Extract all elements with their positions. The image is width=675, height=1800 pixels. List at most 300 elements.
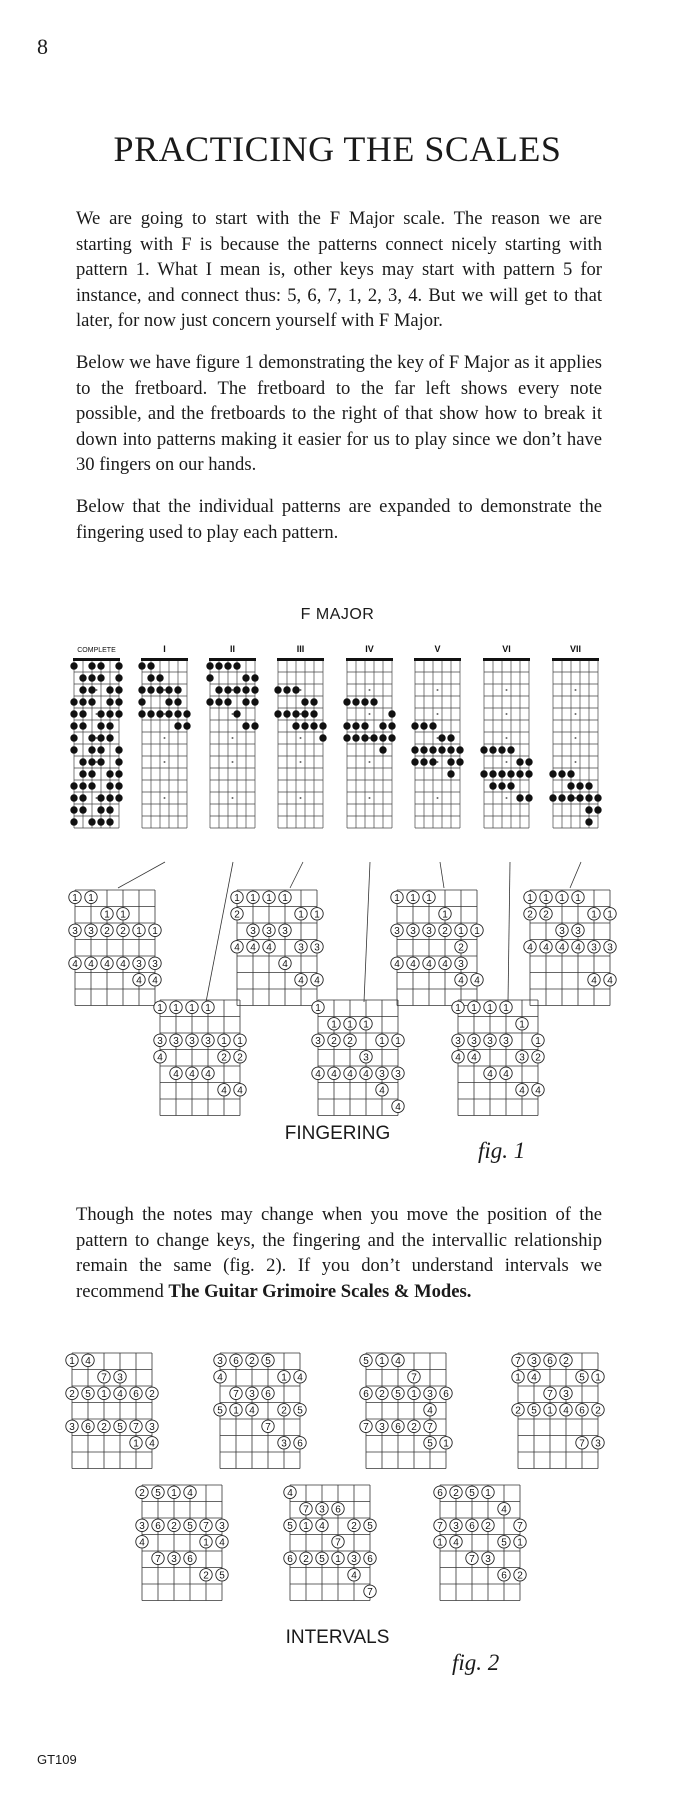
scale-dot [115, 686, 122, 693]
note-label: 1 [335, 1553, 341, 1565]
note-label: 3 [410, 925, 416, 937]
note-label: 5 [427, 1438, 433, 1450]
scale-dot [498, 746, 505, 753]
note-label: 5 [395, 1388, 401, 1400]
scale-dot [106, 770, 113, 777]
note-label: 4 [331, 1068, 337, 1080]
note-label: 2 [281, 1405, 287, 1417]
scale-dot [183, 722, 190, 729]
fret-marker [369, 689, 371, 691]
note-label: 6 [469, 1520, 475, 1532]
scale-dot [138, 698, 145, 705]
note-label: 7 [579, 1438, 585, 1450]
note-label: 5 [367, 1520, 373, 1532]
scale-dot [70, 746, 77, 753]
fingering-pattern-5 [154, 1000, 246, 1116]
scale-dot [292, 722, 299, 729]
note-label: 3 [139, 1520, 145, 1532]
note-label: 3 [455, 1035, 461, 1047]
note-label: 4 [205, 1068, 211, 1080]
interval-pattern-2 [214, 1353, 306, 1469]
note-label: 4 [219, 1537, 225, 1549]
note-label: 4 [217, 1372, 223, 1384]
fret-marker [506, 797, 508, 799]
scale-dot [370, 698, 377, 705]
note-label: 1 [171, 1487, 177, 1499]
note-label: 4 [458, 975, 464, 987]
note-label: 4 [266, 942, 272, 954]
scale-dot [576, 794, 583, 801]
scale-dot [79, 758, 86, 765]
note-label: 3 [379, 1421, 385, 1433]
scale-dot [70, 818, 77, 825]
note-label: 3 [157, 1035, 163, 1047]
note-label: 4 [234, 942, 240, 954]
note-label: 4 [410, 958, 416, 970]
note-label: 3 [266, 925, 272, 937]
scale-dot [115, 674, 122, 681]
fret-marker [575, 797, 577, 799]
note-label: 1 [72, 892, 78, 904]
note-label: 2 [351, 1520, 357, 1532]
scale-dot [447, 734, 454, 741]
connector-line [508, 862, 510, 1002]
note-label: 7 [367, 1586, 373, 1598]
note-label: 3 [559, 925, 565, 937]
scale-dot [447, 770, 454, 777]
note-label: 3 [205, 1035, 211, 1047]
connector-line [206, 862, 233, 1002]
note-label: 3 [595, 1438, 601, 1450]
fretboard-label: VI [502, 644, 511, 654]
note-label: 1 [547, 1405, 553, 1417]
fret-marker [300, 797, 302, 799]
scale-dot [106, 818, 113, 825]
note-label: 1 [233, 1405, 239, 1417]
nut [73, 658, 120, 661]
scale-dot [70, 722, 77, 729]
intervals-paragraph-text: Though the notes may change when you move the position of the pattern to change keys, the fingering and the intervallic relationship remain the same (fig. 2). If you don’t understand intervals we recommend [76, 1204, 602, 1302]
fret-marker [300, 713, 302, 715]
scale-dot [88, 674, 95, 681]
fret-marker [506, 761, 508, 763]
scale-dot [206, 674, 213, 681]
fret-marker [164, 761, 166, 763]
scale-dot [70, 698, 77, 705]
note-label: 2 [203, 1570, 209, 1582]
fret-marker [164, 797, 166, 799]
note-label: 1 [410, 892, 416, 904]
fret-marker [369, 797, 371, 799]
nut [414, 658, 461, 661]
note-label: 1 [443, 1438, 449, 1450]
note-label: 2 [347, 1035, 353, 1047]
fingering-pattern-6 [312, 1000, 404, 1116]
note-label: 3 [315, 1035, 321, 1047]
scale-dot [274, 686, 281, 693]
note-label: 1 [442, 909, 448, 921]
fret-marker [232, 737, 234, 739]
note-label: 4 [543, 942, 549, 954]
note-label: 1 [203, 1537, 209, 1549]
note-label: 2 [527, 909, 533, 921]
note-label: 4 [426, 958, 432, 970]
fret-marker [300, 737, 302, 739]
scale-dot [88, 746, 95, 753]
scale-dot [106, 734, 113, 741]
scale-dot [138, 710, 145, 717]
scale-dot [516, 770, 523, 777]
scale-dot [292, 686, 299, 693]
scale-dot [224, 698, 231, 705]
note-label: 4 [379, 1085, 385, 1097]
note-label: 2 [303, 1553, 309, 1565]
note-label: 5 [363, 1355, 369, 1367]
fretboard-pattern-ii [206, 644, 258, 828]
fretboard-pattern-iii [274, 644, 326, 828]
note-label: 7 [363, 1421, 369, 1433]
connector-line [440, 862, 444, 888]
note-label: 3 [519, 1052, 525, 1064]
note-label: 2 [234, 909, 240, 921]
scale-dot [283, 710, 290, 717]
scale-dot [420, 746, 427, 753]
fret-marker [232, 797, 234, 799]
scale-dot [585, 794, 592, 801]
note-label: 3 [314, 942, 320, 954]
note-label: 1 [234, 892, 240, 904]
note-label: 3 [426, 925, 432, 937]
scale-dot [438, 734, 445, 741]
note-label: 7 [547, 1388, 553, 1400]
note-label: 6 [547, 1355, 553, 1367]
note-label: 4 [363, 1068, 369, 1080]
note-label: 3 [503, 1035, 509, 1047]
note-label: 2 [453, 1487, 459, 1499]
note-label: 1 [559, 892, 565, 904]
figure-1-label: fig. 1 [478, 1138, 526, 1163]
note-label: 4 [314, 975, 320, 987]
scale-dot [97, 722, 104, 729]
note-label: 2 [221, 1052, 227, 1064]
fingering-caption: FINGERING [284, 1123, 391, 1144]
note-label: 1 [395, 1035, 401, 1047]
scale-dot [558, 794, 565, 801]
interval-pattern-3 [360, 1353, 452, 1469]
figure-heading: F MAJOR [300, 606, 375, 623]
note-label: 1 [515, 1372, 521, 1384]
scale-dot [79, 698, 86, 705]
note-label: 1 [437, 1537, 443, 1549]
note-label: 1 [535, 1035, 541, 1047]
note-label: 6 [579, 1405, 585, 1417]
note-label: 2 [595, 1405, 601, 1417]
fretboard-label: COMPLETE [77, 647, 116, 654]
fingering-pattern-3 [391, 890, 483, 1006]
note-label: 1 [363, 1019, 369, 1031]
scale-dot [283, 686, 290, 693]
note-label: 3 [298, 942, 304, 954]
note-label: 7 [303, 1504, 309, 1516]
fret-marker [506, 713, 508, 715]
scale-dot [549, 794, 556, 801]
scale-dot [251, 698, 258, 705]
note-label: 1 [104, 909, 110, 921]
scale-dot [525, 758, 532, 765]
scale-dot [480, 746, 487, 753]
note-label: 5 [187, 1520, 193, 1532]
note-label: 1 [426, 892, 432, 904]
note-label: 2 [120, 925, 126, 937]
scale-dot [88, 758, 95, 765]
scale-dot [361, 722, 368, 729]
scale-dot [343, 698, 350, 705]
fret-marker [437, 689, 439, 691]
note-label: 1 [88, 892, 94, 904]
scale-dot [585, 782, 592, 789]
scale-dot [352, 722, 359, 729]
fret-marker [96, 761, 98, 763]
page-number: 8 [37, 34, 48, 59]
scale-dot [206, 698, 213, 705]
scale-dot [174, 686, 181, 693]
note-label: 4 [455, 1052, 461, 1064]
note-label: 4 [136, 975, 142, 987]
scale-dot [115, 770, 122, 777]
note-label: 3 [117, 1372, 123, 1384]
note-label: 1 [527, 892, 533, 904]
note-label: 6 [297, 1438, 303, 1450]
note-label: 1 [517, 1537, 523, 1549]
scale-dot [115, 794, 122, 801]
scale-dot [70, 794, 77, 801]
note-label: 7 [335, 1537, 341, 1549]
scale-dot [70, 782, 77, 789]
fretboard-label: I [163, 644, 166, 654]
note-label: 2 [543, 909, 549, 921]
note-label: 5 [501, 1537, 507, 1549]
scale-dot [370, 734, 377, 741]
scale-dot [343, 734, 350, 741]
scale-dot [594, 806, 601, 813]
note-label: 7 [101, 1372, 107, 1384]
fingering-pattern-2 [231, 890, 323, 1006]
scale-dot [224, 686, 231, 693]
note-label: 1 [120, 909, 126, 921]
scale-dot [233, 710, 240, 717]
scale-dot [138, 686, 145, 693]
note-label: 7 [133, 1421, 139, 1433]
nut [483, 658, 530, 661]
note-label: 4 [157, 1052, 163, 1064]
scale-dot [567, 770, 574, 777]
scale-dot [97, 818, 104, 825]
scale-dot [498, 770, 505, 777]
note-label: 1 [237, 1035, 243, 1047]
scale-dot [79, 794, 86, 801]
scale-dot [106, 698, 113, 705]
note-label: 3 [591, 942, 597, 954]
intervals-paragraph [76, 1202, 602, 1304]
note-label: 4 [453, 1537, 459, 1549]
scale-dot [70, 710, 77, 717]
scale-dot [215, 698, 222, 705]
note-label: 6 [367, 1553, 373, 1565]
scale-dot [379, 746, 386, 753]
fret-marker [164, 713, 166, 715]
fret-marker [369, 737, 371, 739]
scale-dot [97, 734, 104, 741]
note-label: 3 [485, 1553, 491, 1565]
scale-dot [97, 746, 104, 753]
note-label: 1 [136, 925, 142, 937]
scale-dot [456, 758, 463, 765]
note-label: 4 [139, 1537, 145, 1549]
intro-paragraph-2: Below we have figure 1 demonstrating the key of F Major as it applies to the fretboard. The fretboard to the far left shows every note possible, and the fretboards to the right of that show how to break it down into patterns making it easier for us to play since we don’t have 30 fingers on our hands. [76, 352, 602, 475]
scale-dot [79, 806, 86, 813]
note-label: 6 [265, 1388, 271, 1400]
note-label: 3 [453, 1520, 459, 1532]
note-label: 4 [474, 975, 480, 987]
scale-dot [429, 758, 436, 765]
scale-dot [507, 782, 514, 789]
scale-dot [379, 722, 386, 729]
scale-dot [233, 686, 240, 693]
scale-dot [165, 710, 172, 717]
scale-dot [558, 770, 565, 777]
note-label: 2 [411, 1421, 417, 1433]
scale-dot [585, 818, 592, 825]
note-label: 4 [527, 942, 533, 954]
scale-dot [106, 722, 113, 729]
note-label: 2 [69, 1388, 75, 1400]
fretboard-label: IV [365, 644, 374, 654]
note-label: 4 [104, 958, 110, 970]
note-label: 5 [287, 1520, 293, 1532]
note-label: 3 [136, 958, 142, 970]
note-label: 5 [219, 1570, 225, 1582]
scale-dot [447, 758, 454, 765]
note-label: 5 [469, 1487, 475, 1499]
note-label: 1 [379, 1355, 385, 1367]
scale-dot [115, 758, 122, 765]
fretboard-pattern-iv [343, 644, 395, 828]
scale-dot [174, 710, 181, 717]
scale-dot [115, 746, 122, 753]
note-label: 2 [515, 1405, 521, 1417]
note-label: 3 [575, 925, 581, 937]
note-label: 4 [347, 1068, 353, 1080]
scale-dot [147, 674, 154, 681]
intervals-figure [0, 1345, 675, 1625]
scale-dot [594, 794, 601, 801]
scale-dot [576, 782, 583, 789]
fret-marker [575, 737, 577, 739]
note-label: 3 [69, 1421, 75, 1433]
scale-dot [343, 722, 350, 729]
interval-pattern-6 [284, 1485, 376, 1601]
note-label: 3 [351, 1553, 357, 1565]
scale-dot [489, 782, 496, 789]
note-label: 4 [319, 1520, 325, 1532]
scale-dot [138, 662, 145, 669]
scale-dot [97, 806, 104, 813]
scale-dot [215, 686, 222, 693]
scale-dot [251, 686, 258, 693]
scale-dot [174, 698, 181, 705]
note-label: 1 [595, 1372, 601, 1384]
scale-dot [411, 722, 418, 729]
note-label: 5 [217, 1405, 223, 1417]
scale-dot [88, 698, 95, 705]
figure-2-label: fig. 2 [452, 1650, 500, 1675]
note-label: 3 [394, 925, 400, 937]
note-label: 6 [287, 1553, 293, 1565]
scale-dot [301, 710, 308, 717]
note-label: 2 [563, 1355, 569, 1367]
fret-marker [369, 713, 371, 715]
fret-marker [437, 797, 439, 799]
note-label: 1 [205, 1002, 211, 1014]
note-label: 3 [219, 1520, 225, 1532]
note-label: 4 [442, 958, 448, 970]
note-label: 4 [575, 942, 581, 954]
book-title: The Guitar Grimoire Scales & Modes. [168, 1280, 472, 1302]
connector-line [118, 862, 165, 888]
scale-dot [156, 674, 163, 681]
scale-dot [429, 746, 436, 753]
fret-marker [437, 713, 439, 715]
note-label: 4 [298, 975, 304, 987]
note-label: 7 [437, 1520, 443, 1532]
scale-dot [206, 662, 213, 669]
note-label: 7 [203, 1520, 209, 1532]
page-title: PRACTICING THE SCALES [113, 129, 562, 169]
note-label: 1 [503, 1002, 509, 1014]
note-label: 4 [173, 1068, 179, 1080]
note-label: 2 [171, 1520, 177, 1532]
note-label: 1 [101, 1388, 107, 1400]
note-label: 4 [559, 942, 565, 954]
footer-code: GT109 [37, 1752, 77, 1767]
scale-dot [97, 794, 104, 801]
scale-dot [516, 758, 523, 765]
note-label: 4 [535, 1085, 541, 1097]
scale-dot [319, 722, 326, 729]
scale-dot [525, 794, 532, 801]
scale-dot [147, 662, 154, 669]
note-label: 4 [297, 1372, 303, 1384]
fret-marker [506, 689, 508, 691]
note-label: 1 [347, 1019, 353, 1031]
note-label: 5 [265, 1355, 271, 1367]
fretboard-pattern-vi [480, 644, 532, 828]
note-label: 3 [487, 1035, 493, 1047]
note-label: 4 [563, 1405, 569, 1417]
fret-marker [575, 761, 577, 763]
note-label: 4 [88, 958, 94, 970]
note-label: 1 [250, 892, 256, 904]
note-label: 3 [249, 1388, 255, 1400]
scale-dot [88, 662, 95, 669]
note-label: 1 [303, 1520, 309, 1532]
note-label: 4 [189, 1068, 195, 1080]
scale-dot [106, 782, 113, 789]
fingering-pattern-7 [452, 1000, 544, 1116]
scale-dot [251, 674, 258, 681]
note-label: 3 [607, 942, 613, 954]
scale-dot [224, 662, 231, 669]
